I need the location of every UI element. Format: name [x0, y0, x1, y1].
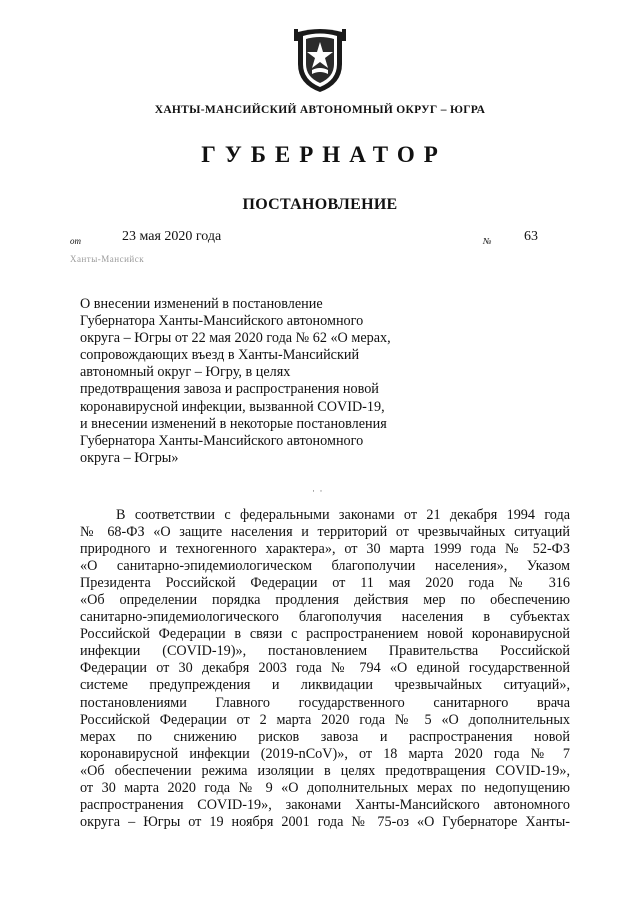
number-sign: № [483, 236, 492, 246]
body-line: распространения COVID-19», законами Ханты-Мансийского автономного [80, 796, 570, 813]
body-line: постановлениями Главного государственного санитарного врача [80, 694, 570, 711]
body-line: от 30 марта 2020 года № 9 «О дополнительных мерах по недопущению [80, 779, 570, 796]
heading-line: Губернатора Ханты-Мансийского автономного [80, 313, 364, 330]
heading-line: и внесении изменений в некоторые постановления [80, 415, 387, 432]
body-line: природного и техногенного характера», от 30 марта 1999 года № 52-ФЗ [80, 541, 570, 558]
heading-line: округа – Югры от 22 мая 2020 года № 62 «О мерах, [80, 330, 391, 347]
body-line: Президента Российской Федерации от 11 мая 2020 года № 316 [80, 575, 570, 592]
body-line: инфекции (COVID-19)», постановлением Правительства Российской [80, 643, 570, 660]
body-line: В соответствии с федеральными законами от 21 декабря 1994 года [116, 507, 570, 523]
body-line: № 68-ФЗ «О защите населения и территорий от чрезвычайных ситуаций [80, 524, 570, 541]
heading-line: предотвращения завоза и распространения новой [80, 381, 379, 398]
document-number: 63 [524, 229, 538, 244]
body-line: «О санитарно-эпидемиологическом благополучии населения», Указом [80, 558, 570, 575]
body-line: Российской Федерации в связи с распространением новой коронавирусной [80, 626, 570, 643]
heading-line: округа – Югры» [80, 449, 179, 466]
body-line: Федерации от 30 декабря 2003 года № 794 «О единой государственной [80, 660, 570, 677]
body-line: «Об обеспечении режима изоляции в целях предотвращения COVID-19», [80, 762, 570, 779]
body-line: мерах по снижению рисков завоза и распространения новой [80, 728, 570, 745]
heading-line: сопровождающих въезд в Ханты-Мансийский [80, 347, 360, 364]
region-name: ХАНТЫ-МАНСИЙСКИЙ АВТОНОМНЫЙ ОКРУГ – ЮГРА [154, 104, 486, 116]
body-line: санитарно-эпидемиологического благополучия населения в субъектах [80, 609, 570, 626]
document-body [80, 507, 570, 831]
scan-artifact: · · [312, 486, 323, 496]
heading-line: Губернатора Ханты-Мансийского автономного [80, 432, 364, 449]
document-type: ПОСТАНОВЛЕНИЕ [242, 196, 398, 213]
heading-line: О внесении изменений в постановление [80, 296, 323, 312]
body-line: системе предупреждения и ликвидации чрезвычайных ситуаций», [80, 677, 570, 694]
document-title: ГУБЕРНАТОР [201, 142, 447, 167]
issue-place: Ханты-Мансийск [70, 254, 145, 264]
document-heading [80, 296, 420, 467]
date-prefix: от [70, 236, 81, 246]
coat-of-arms-emblem [290, 26, 350, 94]
body-line: Российской Федерации от 2 марта 2020 года № 5 «О дополнительных [80, 711, 570, 728]
heading-line: автономный округ – Югру, в целях [80, 364, 291, 381]
body-line: округа – Югры от 19 ноября 2001 года № 75-оз «О Губернаторе Ханты- [80, 813, 570, 830]
document-date: 23 мая 2020 года [122, 229, 222, 244]
body-line: коронавирусной инфекции (2019-nCoV)», от 18 марта 2020 года № 7 [80, 745, 570, 762]
heading-line: коронавирусной инфекции, вызванной COVID-19, [80, 398, 385, 415]
body-line: «Об определении порядка продления действия мер по обеспечению [80, 592, 570, 609]
